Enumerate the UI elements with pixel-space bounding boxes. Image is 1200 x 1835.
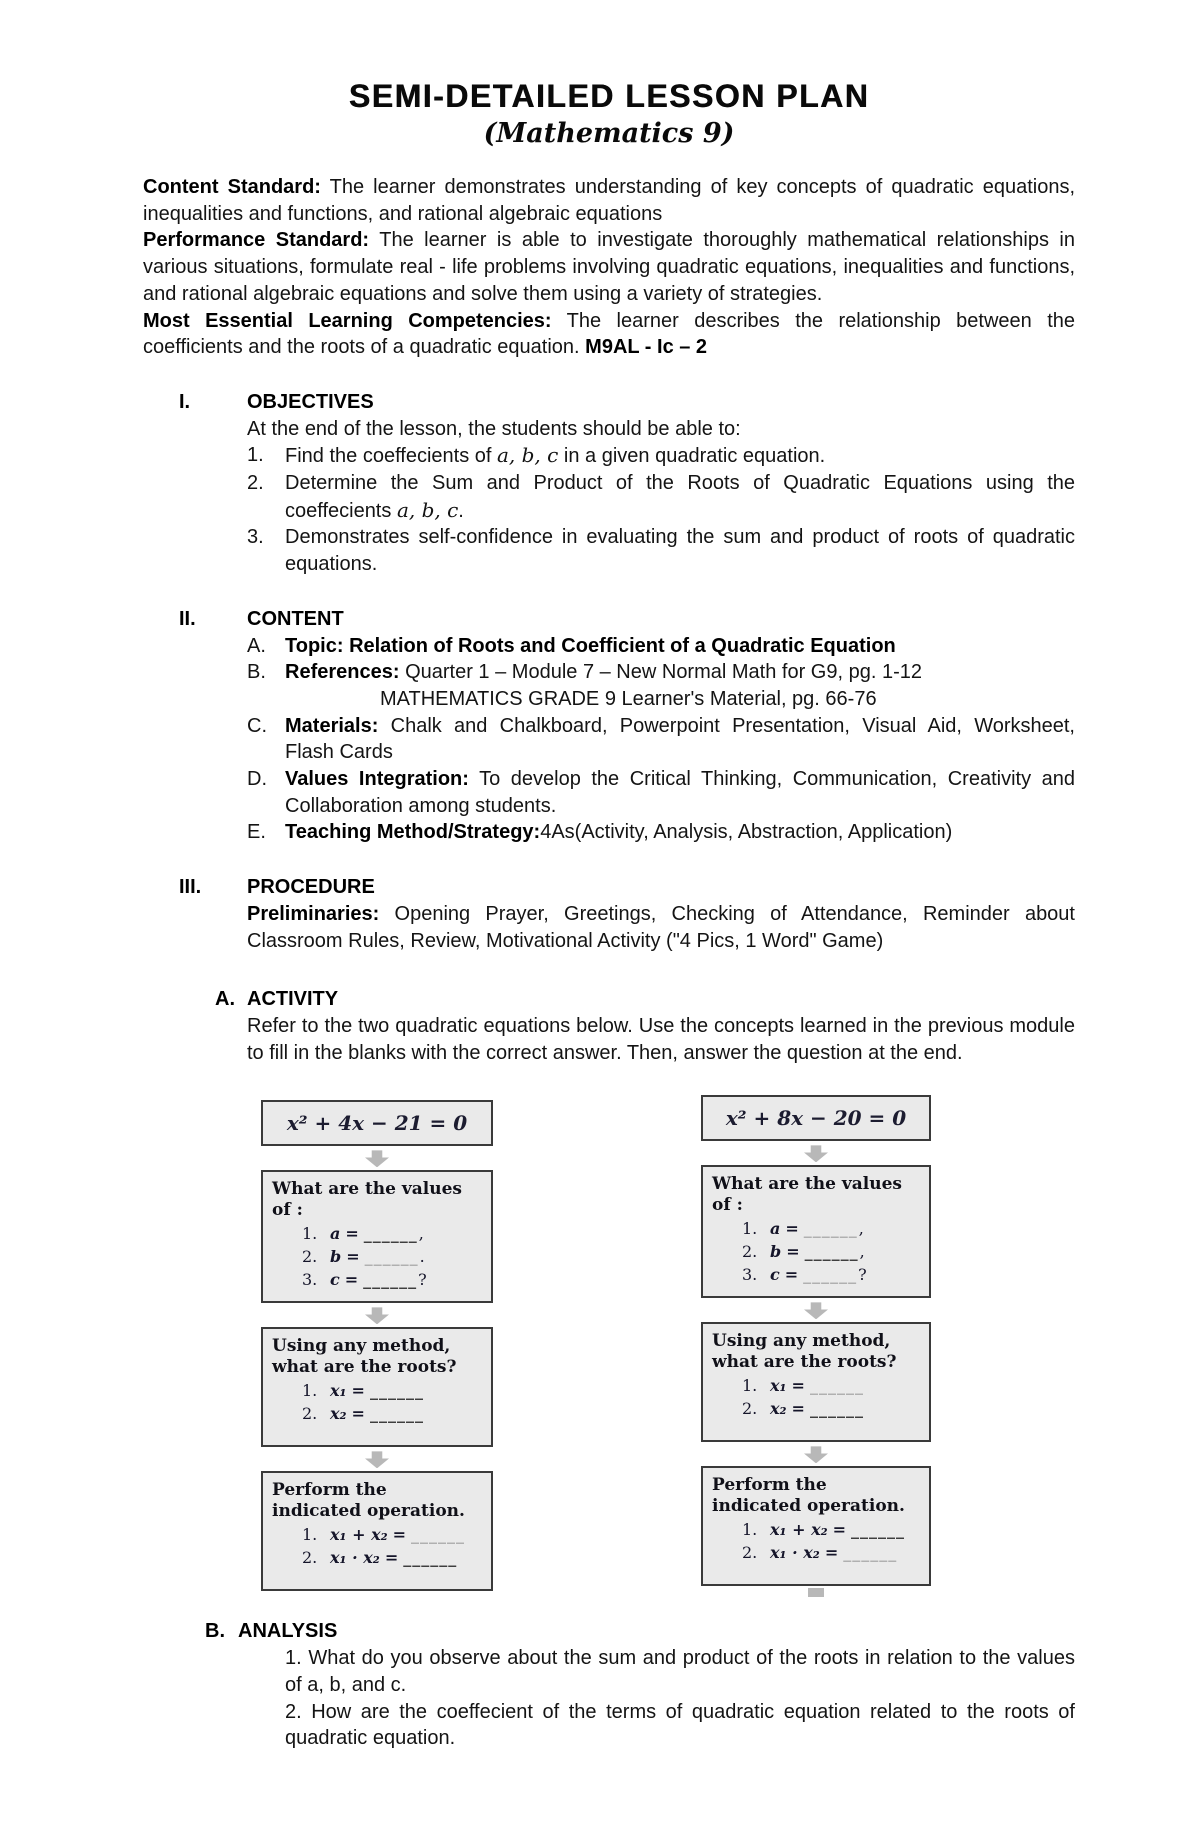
perform-box-title: Perform the	[272, 1480, 387, 1501]
product-row	[742, 1542, 920, 1563]
section-objectives	[143, 389, 1075, 578]
content-standard-text: The learner demonstrates understanding of key concepts of quadratic equations, inequalities and functions, and rational algebraic equations	[143, 176, 1076, 225]
blank-row-c	[302, 1269, 482, 1290]
roots-box-title2: what are the roots?	[712, 1352, 897, 1373]
content-standard-paragraph	[143, 174, 1075, 227]
math-variable: c	[330, 1270, 340, 1290]
activity-heading-row	[215, 986, 1075, 1013]
values-box-title2: of :	[272, 1200, 303, 1221]
math-variable: b	[770, 1242, 782, 1262]
content-item-teaching-method	[247, 819, 1075, 846]
values-box-right	[701, 1165, 931, 1298]
equals-sign: =	[384, 1548, 399, 1568]
objective-item-text	[285, 524, 1075, 577]
melc-code: M9AL - Ic – 2	[585, 336, 708, 359]
references-text: Quarter 1 – Module 7 – New Normal Math for G9, pg. 1-12	[399, 661, 922, 684]
objectives-heading: OBJECTIVES	[247, 390, 374, 413]
math-expression: x₁ + x₂	[330, 1525, 388, 1545]
perform-box-right	[701, 1466, 931, 1586]
root-row-1	[302, 1380, 482, 1401]
row-tail: ,	[859, 1242, 865, 1262]
answer-blank: ______	[803, 1219, 858, 1239]
row-number: 2.	[742, 1399, 758, 1419]
equals-sign: =	[791, 1399, 805, 1419]
row-number: 2.	[302, 1247, 318, 1267]
performance-standard-label: Performance Standard:	[143, 229, 370, 252]
row-number: 2.	[742, 1543, 758, 1563]
perform-box-title2: indicated operation.	[272, 1501, 465, 1522]
objective-item	[247, 524, 1075, 577]
content-item-text	[285, 766, 1075, 819]
content-numeral: II.	[179, 607, 196, 630]
arrow-down-icon	[804, 1145, 828, 1162]
preliminaries-text: Opening Prayer, Greetings, Checking of Attendance, Reminder about Classroom Rules, Review, Motivational Activity ("4 Pics, 1 Word" Game)	[247, 902, 1075, 952]
math-variable: x₁	[770, 1376, 787, 1396]
content-standard-label: Content Standard:	[143, 176, 321, 198]
math-variable: c	[770, 1265, 780, 1285]
answer-blank: ______	[369, 1381, 424, 1401]
content-heading: CONTENT	[247, 607, 344, 630]
roots-box-title: Using any method,	[712, 1331, 891, 1352]
row-number: 1.	[302, 1224, 318, 1244]
equals-sign: =	[345, 1224, 359, 1244]
content-item-values-integration	[247, 766, 1075, 819]
math-expression: x₁ · x₂	[330, 1548, 380, 1568]
root-row-1	[742, 1375, 920, 1396]
equals-sign: =	[786, 1242, 800, 1262]
analysis-heading-row	[205, 1618, 1075, 1645]
blank-row-a	[302, 1223, 482, 1244]
row-number: 3.	[302, 1270, 318, 1290]
equals-sign: =	[351, 1404, 365, 1424]
document-content	[143, 0, 1075, 1752]
equals-sign: =	[351, 1381, 365, 1401]
row-number: 2.	[302, 1404, 318, 1424]
roots-box-left	[261, 1327, 493, 1447]
objective-text: Find the coeffecients of	[285, 445, 497, 468]
arrow-down-icon	[365, 1307, 389, 1324]
content-item-letter: B.	[247, 661, 266, 684]
math-variable: b	[330, 1247, 342, 1267]
objective-text: Determine the Sum and Product of the Roots of Quadratic Equations using the coeffecients	[285, 472, 1075, 522]
performance-standard-text: The learner is able to investigate thoroughly mathematical relationships in various situations, formulate real - life problems involving quadratic equations, inequalities and functions, and rational algebraic equations and solve them using a variety of strategies.	[143, 229, 1076, 305]
activity-heading: ACTIVITY	[247, 988, 339, 1011]
flowchart-column-right	[701, 1082, 931, 1597]
arrow-stub-icon	[808, 1588, 824, 1597]
section-procedure	[143, 874, 1075, 954]
math-expression: x₁ + x₂	[770, 1520, 828, 1540]
row-number: 1.	[742, 1376, 758, 1396]
row-number: 2.	[742, 1242, 758, 1262]
teaching-method-text: 4As(Activity, Analysis, Abstraction, Application)	[540, 821, 953, 844]
references-label: References:	[285, 661, 400, 684]
objective-item-text	[285, 470, 1075, 524]
perform-box-left	[261, 1471, 493, 1591]
math-variable: a	[770, 1219, 781, 1239]
root-row-2	[742, 1398, 920, 1419]
arrow-down-icon	[365, 1150, 389, 1167]
melc-text: The learner describes the relationship between the coefficients and the roots of a quadratic equation.	[143, 309, 1075, 359]
math-variable: x₁	[330, 1381, 347, 1401]
content-item-text	[285, 659, 1075, 686]
root-row-2	[302, 1403, 482, 1424]
equals-sign: =	[824, 1543, 839, 1563]
content-item-materials	[247, 713, 1075, 766]
values-box-title: What are the values	[272, 1179, 462, 1200]
answer-blank: ______	[803, 1265, 858, 1285]
page-title: SEMI-DETAILED LESSON PLAN	[348, 78, 870, 114]
arrow-down-icon	[804, 1302, 828, 1319]
content-item-text	[285, 713, 1075, 766]
perform-box-title: Perform the	[712, 1475, 827, 1496]
preliminaries-paragraph	[247, 901, 1075, 954]
content-item-letter: E.	[247, 821, 266, 844]
objective-item	[247, 442, 1075, 470]
answer-blank: ______	[809, 1399, 864, 1419]
melc-paragraph	[143, 308, 1075, 361]
blank-row-c	[742, 1264, 920, 1285]
objective-item-text	[285, 442, 1075, 470]
objective-item	[247, 470, 1075, 524]
perform-box-title2: indicated operation.	[712, 1496, 905, 1517]
analysis-question-2: 2. How are the coeffecient of the terms of quadratic equation related to the roots of quadratic equation.	[285, 1700, 1075, 1750]
objective-item-number: 1.	[247, 444, 264, 467]
activity-letter: A.	[215, 988, 235, 1011]
blank-row-a	[742, 1218, 920, 1239]
answer-blank: ______	[851, 1520, 906, 1540]
math-variables: a, b, c	[496, 443, 559, 468]
math-expression: x₁ · x₂	[770, 1543, 820, 1563]
answer-blank: ______	[403, 1548, 458, 1568]
activity-flowchart	[143, 1082, 1075, 1610]
arrow-down-icon	[804, 1446, 828, 1463]
objective-item-number: 2.	[247, 472, 264, 495]
objectives-numeral: I.	[179, 390, 191, 413]
procedure-heading-row	[143, 874, 1075, 901]
procedure-heading: PROCEDURE	[247, 876, 375, 899]
arrow-down-icon	[365, 1451, 389, 1468]
content-item-references	[247, 659, 1075, 686]
equals-sign: =	[785, 1219, 799, 1239]
blank-row-b	[742, 1241, 920, 1262]
row-number: 1.	[742, 1520, 758, 1540]
equation-box-right	[701, 1095, 931, 1141]
row-tail: ?	[858, 1265, 867, 1285]
equals-sign: =	[791, 1376, 805, 1396]
equation-right: x² + 8x − 20 = 0	[725, 1106, 907, 1131]
equals-sign: =	[392, 1525, 407, 1545]
equals-sign: =	[784, 1265, 799, 1285]
answer-blank: ______	[363, 1224, 418, 1244]
objective-text-post: in a given quadratic equation.	[558, 445, 826, 468]
materials-label: Materials:	[285, 714, 379, 737]
content-item-letter: A.	[247, 634, 266, 657]
section-content	[143, 606, 1075, 846]
row-tail: ?	[418, 1270, 427, 1290]
content-heading-row	[143, 606, 1075, 633]
blank-row-b	[302, 1246, 482, 1267]
sum-row	[742, 1519, 920, 1540]
procedure-numeral: III.	[179, 876, 202, 899]
math-variable: a	[330, 1224, 341, 1244]
page-subtitle: (Mathematics 9)	[483, 118, 735, 149]
objectives-heading-row	[143, 389, 1075, 416]
row-number: 1.	[302, 1381, 318, 1401]
answer-blank: ______	[411, 1525, 466, 1545]
preliminaries-label: Preliminaries:	[247, 902, 380, 925]
values-box-left	[261, 1170, 493, 1303]
content-item-topic	[247, 633, 1075, 660]
math-variables: a, b, c	[396, 497, 459, 522]
math-variable: x₂	[770, 1399, 787, 1419]
values-integration-label: Values Integration:	[285, 768, 469, 791]
row-number: 2.	[302, 1548, 318, 1568]
equals-sign: =	[832, 1520, 847, 1540]
objective-text-post: .	[458, 499, 464, 522]
teaching-method-label: Teaching Method/Strategy:	[285, 821, 541, 844]
row-number: 1.	[302, 1525, 318, 1545]
row-tail: .	[419, 1247, 425, 1267]
performance-standard-paragraph	[143, 227, 1075, 307]
analysis-question-1: 1. What do you observe about the sum and product of the roots in relation to the values of a, b, and c.	[285, 1647, 1075, 1696]
flowchart-column-left	[261, 1082, 493, 1591]
answer-blank: ______	[809, 1376, 864, 1396]
analysis-heading: ANALYSIS	[238, 1620, 338, 1643]
product-row	[302, 1547, 482, 1568]
roots-box-title: Using any method,	[272, 1336, 451, 1357]
values-box-title2: of :	[712, 1195, 743, 1216]
objective-text: Demonstrates self-confidence in evaluating the sum and product of roots of quadratic equations.	[285, 526, 1075, 576]
content-item-text	[285, 633, 1075, 660]
equals-sign: =	[344, 1270, 359, 1290]
answer-blank: ______	[364, 1247, 419, 1267]
topic-label: Topic: Relation of Roots and Coefficient of a Quadratic Equation	[285, 634, 896, 657]
math-variable: x₂	[330, 1404, 347, 1424]
sum-row	[302, 1524, 482, 1545]
row-tail: ,	[858, 1219, 864, 1239]
values-box-title: What are the values	[712, 1174, 902, 1195]
equation-left: x² + 4x − 21 = 0	[286, 1111, 468, 1136]
equation-box-left	[261, 1100, 493, 1146]
content-item-text	[285, 819, 1075, 846]
row-number: 3.	[742, 1265, 758, 1285]
answer-blank: ______	[843, 1543, 898, 1563]
row-tail: ,	[418, 1224, 424, 1244]
answer-blank: ______	[804, 1242, 859, 1262]
row-number: 1.	[742, 1219, 758, 1239]
objectives-lead: At the end of the lesson, the students should be able to:	[247, 417, 741, 440]
roots-box-right	[701, 1322, 931, 1442]
references-line2: MATHEMATICS GRADE 9 Learner's Material, pg. 66-76	[380, 687, 877, 710]
answer-blank: ______	[369, 1404, 424, 1424]
roots-box-title2: what are the roots?	[272, 1357, 457, 1378]
objective-item-number: 3.	[247, 526, 264, 549]
content-item-letter: D.	[247, 768, 267, 791]
analysis-letter: B.	[205, 1620, 225, 1643]
content-item-letter: C.	[247, 714, 267, 737]
activity-intro: Refer to the two quadratic equations below. Use the concepts learned in the previous module to fill in the blanks with the correct answer. Then, answer the question at the end.	[247, 1014, 1075, 1064]
materials-text: Chalk and Chalkboard, Powerpoint Presentation, Visual Aid, Worksheet, Flash Cards	[285, 714, 1075, 764]
answer-blank: ______	[363, 1270, 418, 1290]
equals-sign: =	[346, 1247, 360, 1267]
melc-label: Most Essential Learning Competencies:	[143, 309, 552, 332]
values-integration-text: To develop the Critical Thinking, Communication, Creativity and Collaboration among students.	[285, 768, 1075, 817]
